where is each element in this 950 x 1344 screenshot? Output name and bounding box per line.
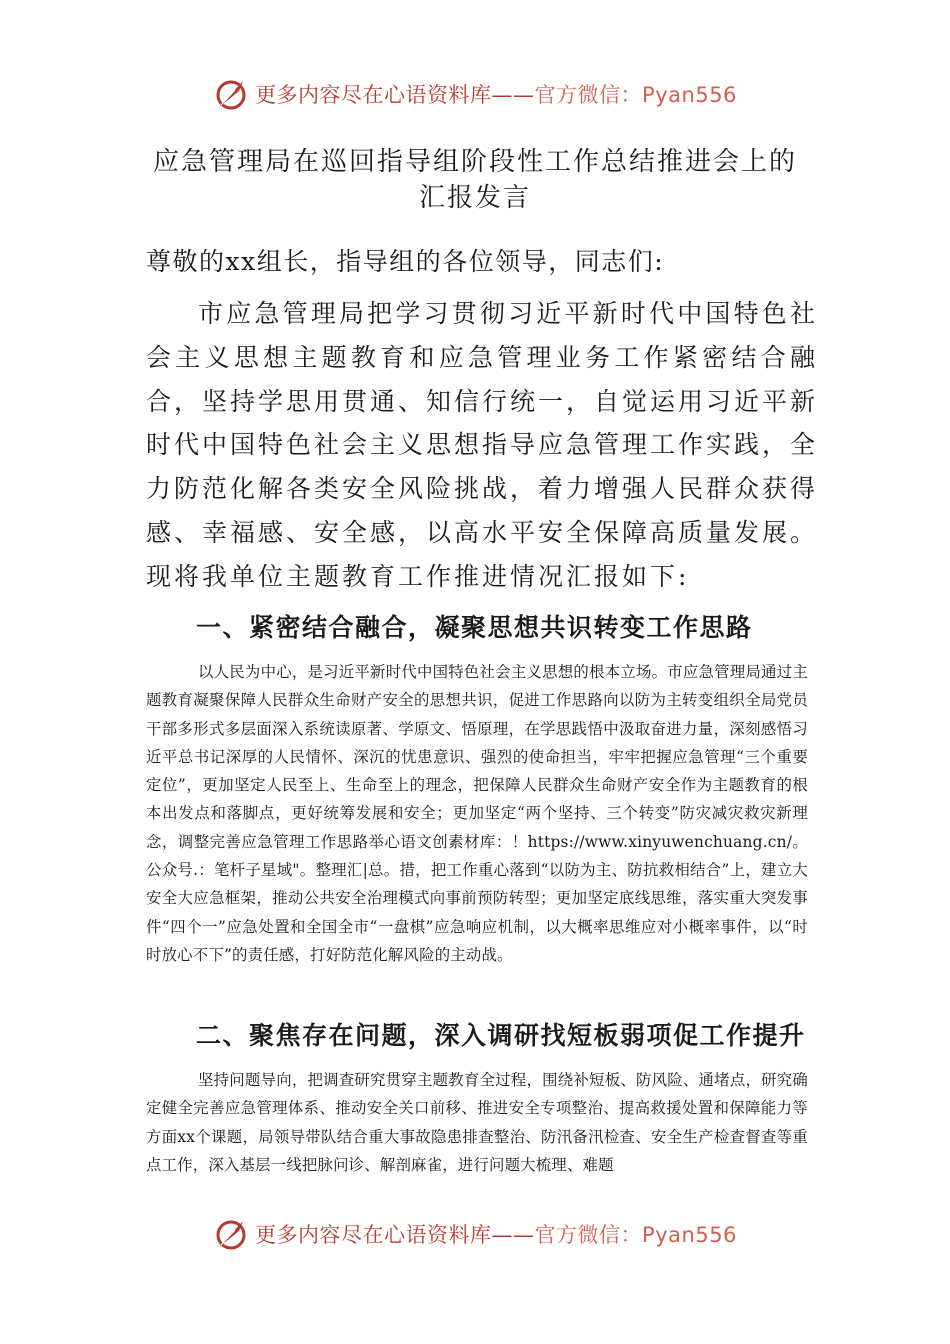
banner-text [255,79,737,109]
banner-site-text: 更多内容尽在心语资料库—— [255,1223,535,1247]
banner-site-text: 更多内容尽在心语资料库—— [255,83,535,107]
quill-logo-icon [213,76,249,112]
header-watermark-banner [0,72,950,116]
banner-wechat-text: 官方微信：Pyan556 [534,83,737,107]
salutation: 尊敬的xx组长，指导组的各位领导，同志们: [146,247,665,276]
banner-text [255,1219,737,1249]
footer-watermark-banner [0,1212,950,1256]
section-heading-1: 一、紧密结合融合，凝聚思想共识转变工作思路 [196,613,753,642]
document-title: 应急管理局在巡回指导组阶段性工作总结推进会上的汇报发言 [152,147,797,213]
section-heading-2: 二、聚焦存在问题，深入调研找短板弱项促工作提升 [196,1021,806,1050]
banner-wechat-text: 官方微信：Pyan556 [534,1223,737,1247]
quill-logo-icon [213,1216,249,1252]
lead-paragraph: 市应急管理局把学习贯彻习近平新时代中国特色社会主义思想主题教育和应急管理业务工作紧密结合融合，坚持学思用贯通、知信行统一，自觉运用习近平新时代中国特色社会主义思想指导应急管理工作实践，全力防范化解各类安全风险挑战，着力增强人民群众获得感、幸福感、安全感，以高水平安全保障高质量发展。现将我单位主题教育工作推进情况汇报如下: [146,299,819,591]
section-body-1: 以人民为中心，是习近平新时代中国特色社会主义思想的根本立场。市应急管理局通过主题教育凝聚保障人民群众生命财产安全的思想共识，促进工作思路向以防为主转变组织全局党员干部多形式多层面深入系统读原著、学原文、悟原理，在学思践悟中汲取奋进力量，深刻感悟习近平总书记深厚的人民情怀、深沉的忧患意识、强烈的使命担当，牢牢把握应急管理“三个重要定位”，更加坚定人民至上、生命至上的理念，把保障人民群众生命财产安全作为主题教育的根本出发点和落脚点，更好统筹发展和安全；更加坚定“两个坚持、三个转变”防灾减灾救灾新理念，调整完善应急管理工作思路举心语文创素材库：！https://www.xinyuwenchuang.cn/。公众号.：笔杆子星域"。整理汇|总。措，把工作重心落到“以防为主、防抗救相结合”上，建立大安全大应急框架，推动公共安全治理模式向事前预防转型；更加坚定底线思维，落实重大突发事件“四个一”应急处置和全国全市“一盘棋”应急响应机制，以大概率思维应对小概率事件，以“时时放心不下”的责任感，打好防范化解风险的主动战。 [146,663,808,964]
section-body-2: 坚持问题导向，把调查研究贯穿主题教育全过程，围绕补短板、防风险、通堵点，研究确定健全完善应急管理体系、推动安全关口前移、推进安全专项整治、提高救援处置和保障能力等方面xx个课题，局领导带队结合重大事故隐患排查整治、防汛备汛检查、安全生产检查督查等重点工作，深入基层一线把脉问诊、解剖麻雀，进行问题大梳理、难题 [146,1071,808,1174]
